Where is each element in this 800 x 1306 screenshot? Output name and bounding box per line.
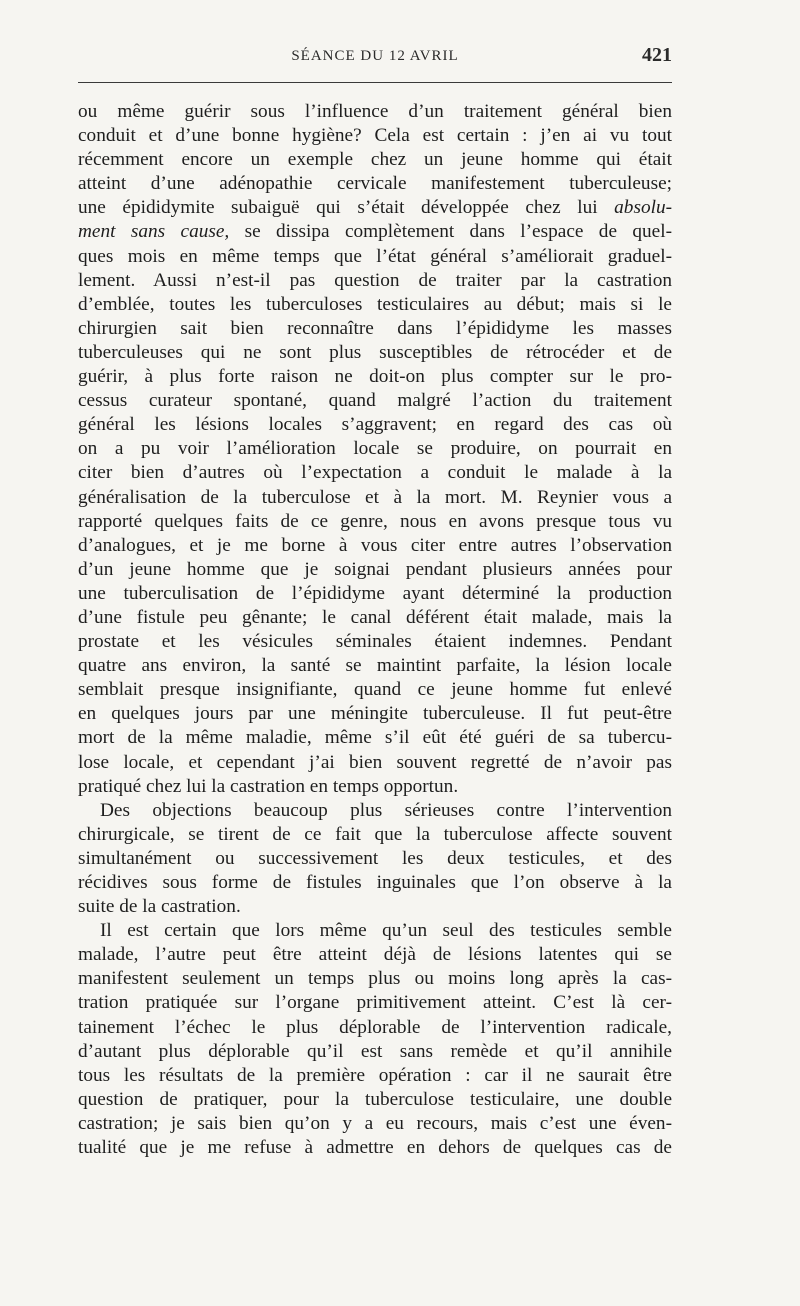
text-line: d’autant plus déplorable qu’il est sans remède et qu’il annihile — [78, 1040, 672, 1062]
text-line: en quelques jours par une méningite tuberculeuse. Il fut peut-être — [78, 703, 672, 725]
text-line: récidives sous forme de fistules inguinales que l’on observe à la — [78, 872, 672, 893]
text-line: guérir, à plus forte raison ne doit-on plus compter sur le pro- — [78, 366, 672, 388]
text-line: on a pu voir l’amélioration locale se produire, on pourrait en — [78, 438, 672, 460]
text-line: d’une fistule peu gênante; le canal déférent était malade, mais la — [78, 606, 672, 628]
paragraph-start-line: Il est certain que lors même qu’un seul des testicules semble — [100, 920, 672, 942]
text-line: malade, l’autre peut être atteint déjà de lésions latentes qui se — [78, 944, 672, 966]
running-title: SÉANCE DU 12 AVRIL — [291, 48, 459, 64]
text-line: prostate et les vésicules séminales étaient indemnes. Pendant — [78, 631, 672, 653]
text-line: d’analogues, et je me borne à vous citer entre autres l’observation — [78, 534, 672, 556]
paragraph-end-line: suite de la castration. — [78, 896, 241, 918]
text-line: chirurgicale, se tirent de ce fait que la tuberculose affecte souvent — [78, 823, 672, 845]
text-line: chirurgien sait bien reconnaître dans l’épididyme les masses — [78, 317, 672, 339]
text-line: rapporté quelques faits de ce genre, nous en avons presque tous vu — [78, 510, 672, 532]
running-head — [78, 44, 672, 74]
text-line: quatre ans environ, la santé se maintint parfaite, la lésion locale — [78, 655, 672, 677]
text-line: tualité que je me refuse à admettre en dehors de quelques cas de — [78, 1137, 672, 1159]
text-line: castration; je sais bien qu’on y a eu recours, mais c’est une éven- — [78, 1112, 672, 1134]
text-line: tuberculeuses qui ne sont plus susceptibles de rétrocéder et de — [78, 341, 672, 363]
header-rule — [78, 82, 672, 83]
text-line: ou même guérir sous l’influence d’un traitement général bien — [78, 101, 672, 122]
page-number: 421 — [642, 44, 672, 66]
italic-text: absolu- — [614, 197, 672, 219]
text-line: semblait presque insignifiante, quand ce jeune homme fut enlevé — [78, 679, 672, 701]
text-line: ques mois en même temps que l’état général s’améliorait graduel- — [78, 245, 672, 267]
text-line: cessus curateur spontané, quand malgré l’action du traitement — [78, 390, 672, 412]
text-line: d’emblée, toutes les tuberculoses testiculaires au début; mais si le — [78, 293, 672, 315]
text-line: lose locale, et cependant j’ai bien souvent regretté de n’avoir pas — [78, 751, 672, 773]
text-line: lement. Aussi n’est-il pas question de traiter par la castration — [78, 269, 672, 291]
text-line — [78, 196, 672, 220]
text-line: tous les résultats de la première opération : car il ne saurait être — [78, 1064, 672, 1086]
text-line: une tuberculisation de l’épididyme ayant déterminé la production — [78, 582, 672, 604]
text-line: simultanément ou successivement les deux testicules, et des — [78, 847, 672, 869]
text-segment: une épididymite subaiguë qui s’était développée chez lui — [78, 197, 598, 219]
text-line: mort de la même maladie, même s’il eût été guéri de sa tubercu- — [78, 727, 672, 749]
paragraph-start-line: Des objections beaucoup plus sérieuses contre l’intervention — [100, 799, 672, 821]
text-line: généralisation de la tuberculose et à la mort. M. Reynier vous a — [78, 486, 672, 508]
text-segment: se dissipa complètement dans l’espace de quel- — [244, 221, 672, 243]
text-line: question de pratiquer, pour la tuberculose testiculaire, une double — [78, 1088, 672, 1110]
text-line: d’un jeune homme que je soignai pendant plusieurs années pour — [78, 558, 672, 580]
text-line — [78, 220, 672, 244]
text-line: citer bien d’autres où l’expectation a conduit le malade à la — [78, 462, 672, 484]
italic-text: ment sans cause, — [78, 221, 230, 243]
text-line: récemment encore un exemple chez un jeune homme qui était — [78, 149, 672, 171]
body-text — [78, 100, 672, 1160]
paragraph-end-line: pratiqué chez lui la castration en temps opportun. — [78, 775, 459, 797]
text-line: atteint d’une adénopathie cervicale manifestement tuberculeuse; — [78, 173, 672, 195]
text-line: tration pratiquée sur l’organe primitivement atteint. C’est là cer- — [78, 992, 672, 1014]
text-line: tainement l’échec le plus déplorable de l’intervention radicale, — [78, 1016, 672, 1038]
text-line: manifestent seulement un temps plus ou moins long après la cas- — [78, 968, 672, 990]
text-line: général les lésions locales s’aggravent; en regard des cas où — [78, 414, 672, 436]
text-line: conduit et d’une bonne hygiène? Cela est certain : j’en ai vu tout — [78, 125, 672, 147]
